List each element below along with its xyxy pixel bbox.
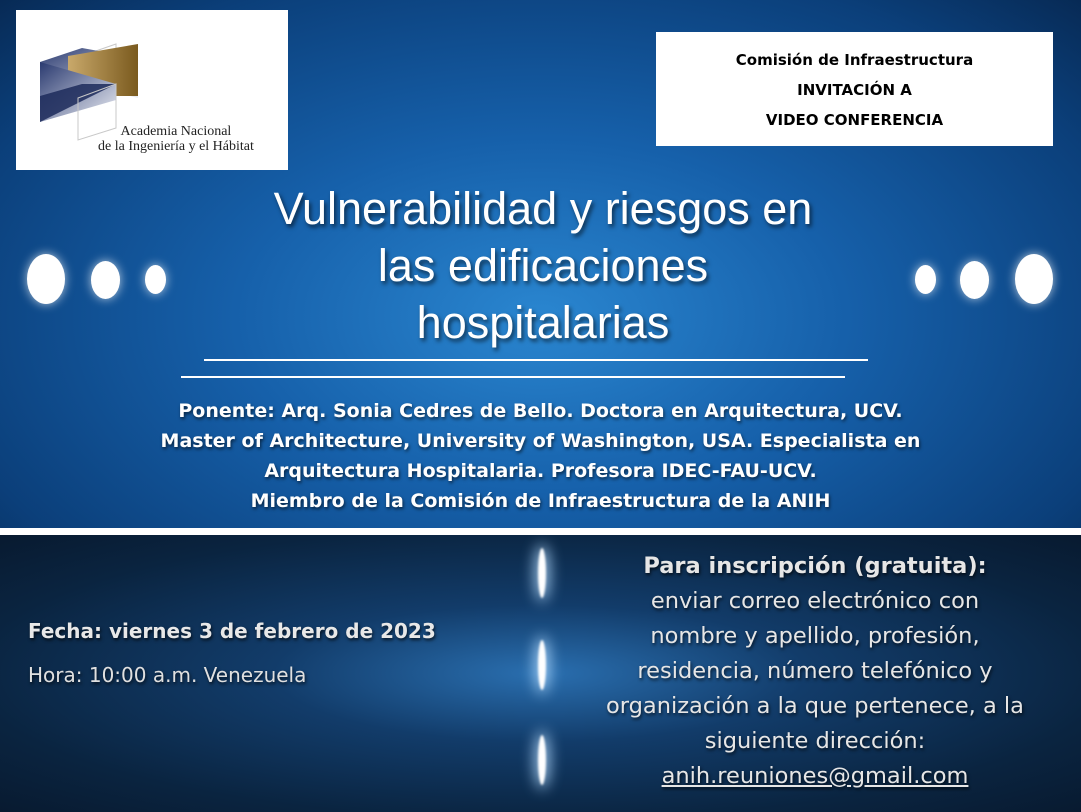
title-line-2: las edificaciones <box>377 240 709 291</box>
title-line-1: Vulnerabilidad y riesgos en <box>273 183 813 234</box>
left-dot-large <box>27 254 65 304</box>
event-time: Hora: 10:00 a.m. Venezuela <box>28 663 307 687</box>
speaker-line-4: Miembro de la Comisión de Infraestructura de la ANIH <box>250 490 831 512</box>
title-line-3: hospitalarias <box>416 297 670 348</box>
logo-line-2: de la Ingeniería y el Hábitat <box>98 139 254 154</box>
academy-logo <box>16 10 288 170</box>
page-title <box>150 180 936 351</box>
speaker-line-2: Master of Architecture, University of Washington, USA. Especialista en <box>160 430 921 452</box>
left-dot-medium <box>91 261 120 299</box>
registration-line-1: enviar correo electrónico con <box>650 588 980 614</box>
event-date: Fecha: viernes 3 de febrero de 2023 <box>28 619 436 643</box>
registration-line-5: siguiente dirección: <box>704 728 926 754</box>
registration-info <box>545 549 1081 794</box>
videoconference-label: VIDEO CONFERENCIA <box>765 111 944 129</box>
registration-heading: Para inscripción (gratuita): <box>643 553 987 579</box>
title-underline-lower <box>181 376 845 378</box>
invitation-label: INVITACIÓN A <box>797 81 912 99</box>
right-dot-large <box>1015 254 1053 304</box>
speaker-info <box>60 396 1021 516</box>
logo-text <box>98 124 254 154</box>
section-divider <box>0 528 1081 535</box>
speaker-line-1: Ponente: Arq. Sonia Cedres de Bello. Doctora en Arquitectura, UCV. <box>178 400 903 422</box>
registration-line-3: residencia, número telefónico y <box>637 658 993 684</box>
header-info-box <box>656 32 1053 146</box>
right-dot-medium <box>960 261 989 299</box>
title-underline-upper <box>204 359 868 361</box>
registration-email-link[interactable]: anih.reuniones@gmail.com <box>661 763 969 789</box>
registration-line-2: nombre y apellido, profesión, <box>650 623 980 649</box>
speaker-line-3: Arquitectura Hospitalaria. Profesora IDEC-FAU-UCV. <box>264 460 817 482</box>
registration-line-4: organización a la que pertenece, a la <box>606 693 1024 719</box>
commission-name: Comisión de Infraestructura <box>735 51 974 69</box>
logo-line-1: Academia Nacional <box>120 124 232 139</box>
